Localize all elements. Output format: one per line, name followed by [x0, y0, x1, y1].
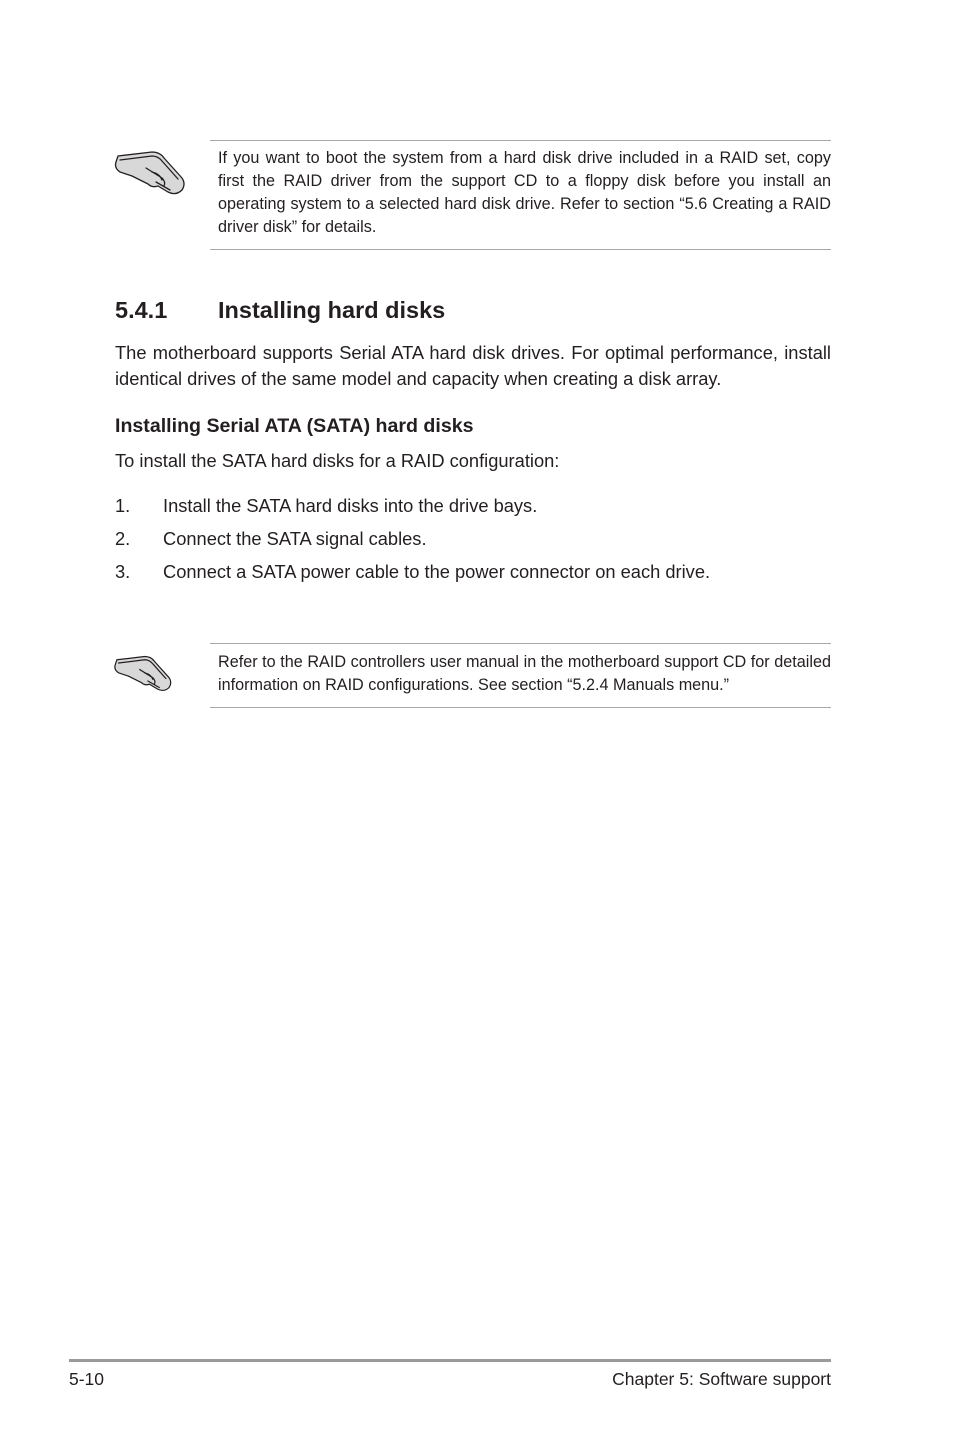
section-number: 5.4.1 [115, 297, 168, 323]
list-item [115, 559, 710, 592]
list-item [115, 493, 710, 526]
note-box [210, 140, 831, 250]
step-number: 2. [115, 528, 131, 549]
step-text: Install the SATA hard disks into the drive bays. [163, 495, 538, 516]
page-number: 5-10 [69, 1369, 105, 1389]
section-heading [115, 294, 445, 326]
lead-paragraph: To install the SATA hard disks for a RAID configuration: [115, 450, 560, 471]
hand-pointer-icon [112, 648, 174, 696]
step-text: Connect a SATA power cable to the power connector on each drive. [163, 561, 711, 582]
section-title: Installing hard disks [218, 297, 446, 323]
step-number: 1. [115, 495, 131, 516]
footer-divider [69, 1359, 831, 1362]
step-number: 3. [115, 561, 131, 582]
hand-pointer-icon [112, 142, 188, 200]
step-text: Connect the SATA signal cables. [163, 528, 427, 549]
subsection-heading: Installing Serial ATA (SATA) hard disks [115, 415, 474, 437]
note-box [210, 643, 831, 708]
note-text: If you want to boot the system from a hard disk drive included in a RAID set, copy first the RAID driver from the support CD to a floppy disk before you install an operating system to a selected hard disk drive. Refer to section “5.6 Creating a RAID driver disk” for details. [218, 149, 831, 236]
chapter-title: Chapter 5: Software support [612, 1369, 831, 1389]
note-text: Refer to the RAID controllers user manual in the motherboard support CD for detailed information on RAID configurations. See section “5.2.4 Manuals menu.” [218, 653, 831, 694]
intro-paragraph: The motherboard supports Serial ATA hard disk drives. For optimal performance, install identical drives of the same model and capacity when creating a disk array. [115, 342, 831, 389]
list-item [115, 526, 710, 559]
steps-list [115, 493, 710, 592]
